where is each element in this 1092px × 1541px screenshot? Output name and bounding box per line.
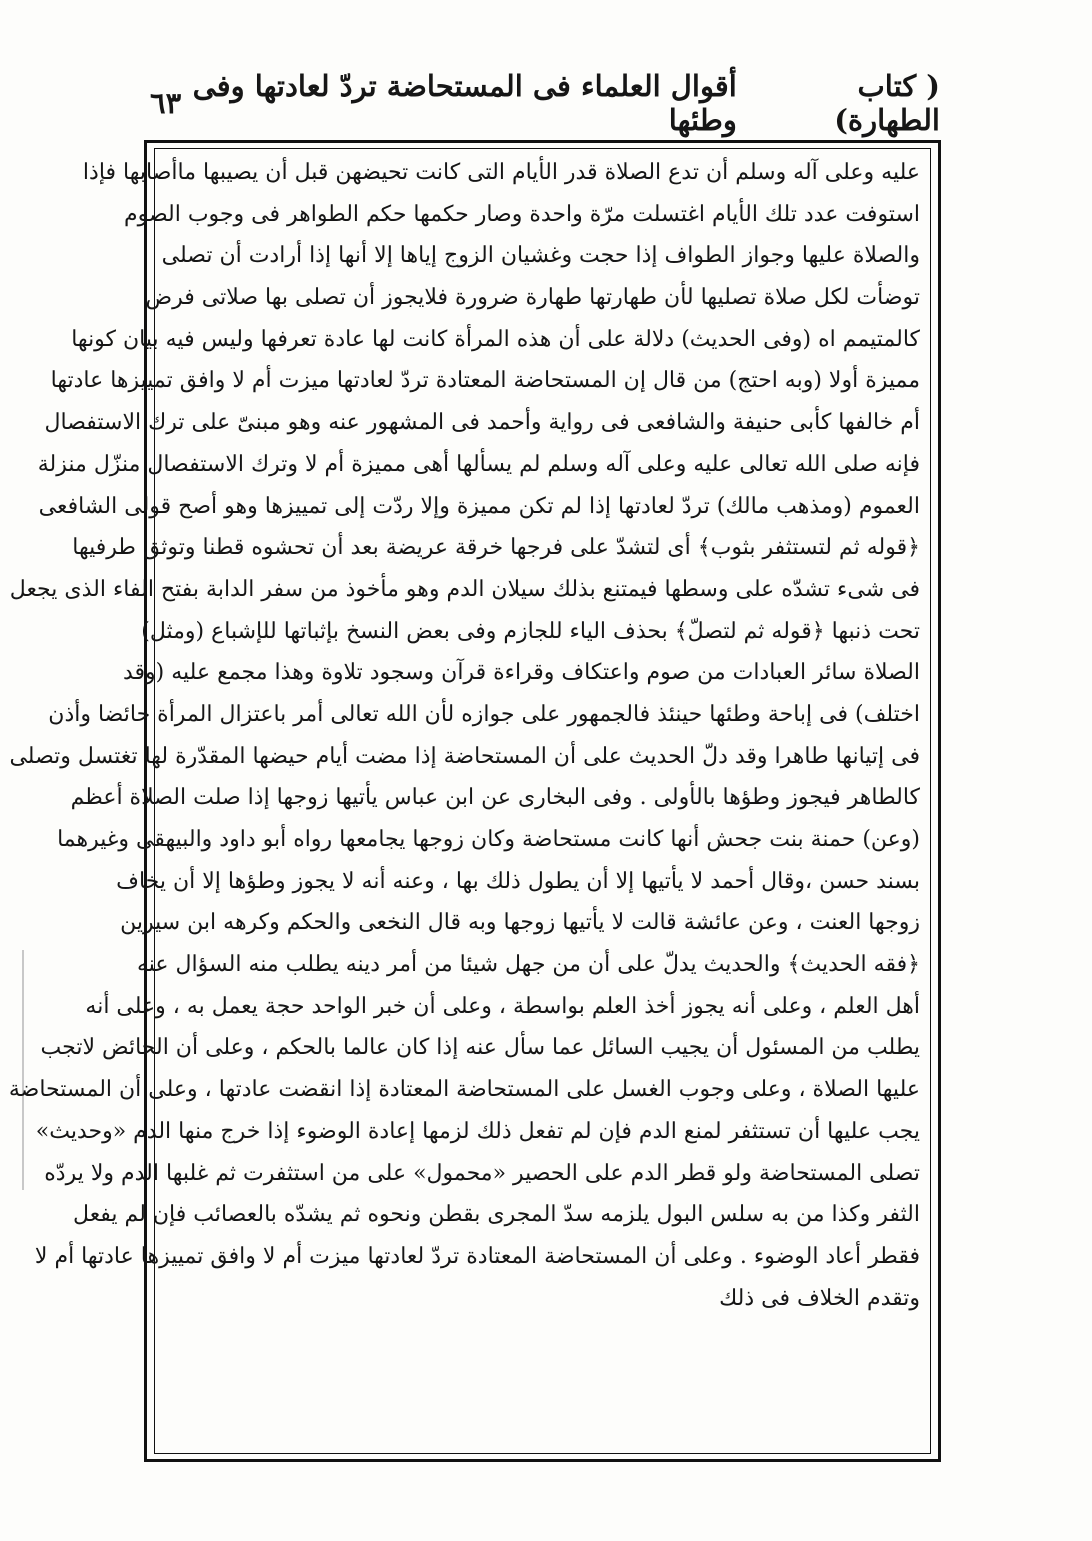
text-line: استوفت عدد تلك الأيام اغتسلت مرّة واحدة وصار حكمها حكم الطواهر فى وجوب الصوم [123,201,920,227]
text-line: فى شىء تشدّه على وسطها فيمتنع بذلك سيلان الدم وهو مأخوذ من سفر الدابة بفتح الفاء الذى يجعل [9,576,920,602]
chapter-title: أقوال العلماء فى المستحاضة تردّ لعادتها وفى وطئها [192,69,737,137]
header-titles [181,69,940,137]
text-line: تحت ذنبها ﴿قوله ثم لتصلّ﴾ بحذف الياء للجازم وفى بعض النسخ بإثباتها للإشباع (ومثل) [141,618,920,644]
text-line: عليه وعلى آله وسلم أن تدع الصلاة قدر الأيام التى كانت تحيضهن قبل أن يصيبها ماأصابها فإذا [82,160,920,185]
book-title: ( كتاب الطهارة) [834,69,940,137]
text-line: تصلى المستحاضة ولو قطر الدم على الحصير «محمول» على من استثفرت ثم غلبها الدم ولا يردّه [44,1160,920,1186]
text-line: كالطاهر فيجوز وطؤها بالأولى . وفى البخارى عن ابن عباس يأتيها زوجها إذا صلت الصلاة أعظم [70,785,920,811]
body-text [8,152,920,1452]
text-line: فى إتيانها طاهرا وقد دلّ الحديث على أن المستحاضة إذا مضت أيام حيضها المقدّرة لها تغتسل وتصلى [9,743,920,769]
text-line: (وعن) حمنة بنت جحش أنها كانت مستحاضة وكان زوجها يجامعها رواه أبو داود والبيهقى وغيرهما [57,827,920,852]
text-line: وتقدم الخلاف فى ذلك [719,1285,920,1311]
text-line: يجب عليها أن تستثفر لمنع الدم فإن لم تفعل ذلك لزمها إعادة الوضوء إذا خرج منها الدم «وحديث» [35,1118,920,1144]
text-line: فإنه صلى الله تعالى عليه وعلى آله وسلم لم يسألها أهى مميزة أم لا وترك الاستفصال منزّل منزلة [37,451,920,477]
text-line: أم خالفها كأبى حنيفة والشافعى فى رواية وأحمد فى المشهور عنه وهو مبنىّ على ترك الاستفصال [44,410,920,436]
text-line: أهل العلم ، وعلى أنه يجوز أخذ العلم بواسطة ، وعلى أن خبر الواحد حجة يعمل به ، وعلى أنه [85,993,920,1019]
text-line: والصلاة عليها وجواز الطواف إذا حجت وغشيان الزوج إياها إلا أنها إذا أرادت أن تصلى [161,243,920,269]
text-line: عليها الصلاة ، وعلى وجوب الغسل على المستحاضة المعتادة إذا انقضت عادتها ، وعلى أن المستحاضة [8,1077,920,1103]
text-line: زوجها العنت ، وعن عائشة قالت لا يأتيها زوجها وبه قال النخعى والحكم وكرهه ابن سيرين [120,910,920,936]
text-line: الصلاة سائر العبادات من صوم واعتكاف وقراءة قرآن وسجود تلاوة وهذا مجمع عليه (وقد [122,660,920,686]
text-line: مميزة أولا (وبه احتج) من قال إن المستحاضة المعتادة تردّ لعادتها ميزت أم لا وافق تمييزها عادتها [50,368,920,394]
text-line: اختلف) فى إباحة وطئها حينئذ فالجمهور على جوازه لأن الله تعالى أمر باعتزال المرأة حائضا وأذن [48,701,920,727]
text-line: ﴿قوله ثم لتستثفر بثوب﴾ أى لتشدّ على فرجها خرقة عريضة بعد أن تحشوه قطنا وتوثق طرفيها [72,535,920,561]
running-header [150,69,940,137]
text-line: يطلب من المسئول أن يجيب السائل عما سأل عنه إذا كان عالما بالحكم ، وعلى أن الحائض لاتجب [40,1035,920,1061]
page-number: ٦٣ [150,86,182,120]
text-line: كالمتيمم اه (وفى الحديث) دلالة على أن هذه المرأة كانت لها عادة تعرفها وليس فيه بيان كونها [71,326,920,352]
text-line: العموم (ومذهب مالك) تردّ لعادتها إذا لم تكن مميزة وإلا ردّت إلى تمييزها وهو أصح قولى الشافعى [38,493,920,519]
text-line: بسند حسن ،وقال أحمد لا يأتيها إلا أن يطول ذلك بها ، وعنه أنه لا يجوز وطؤها إلا أن يخاف [116,868,920,894]
text-line: ﴿فقه الحديث﴾ والحديث يدلّ على أن من جهل شيئا من أمر دينه يطلب منه السؤال عنه [137,952,920,978]
text-line: الثفر وكذا من به سلس البول يلزمه سدّ المجرى بقطن ونحوه ثم يشدّه بالعصائب فإن لم يفعل [73,1202,920,1228]
text-line: فقطر أعاد الوضوء . وعلى أن المستحاضة المعتادة تردّ لعادتها ميزت أم لا وافق تمييزها عادتها أم لا [34,1243,920,1269]
text-line: توضأت لكل صلاة تصليها لأن طهارتها طهارة ضرورة فلايجوز أن تصلى بها صلاتى فرض [145,285,920,311]
